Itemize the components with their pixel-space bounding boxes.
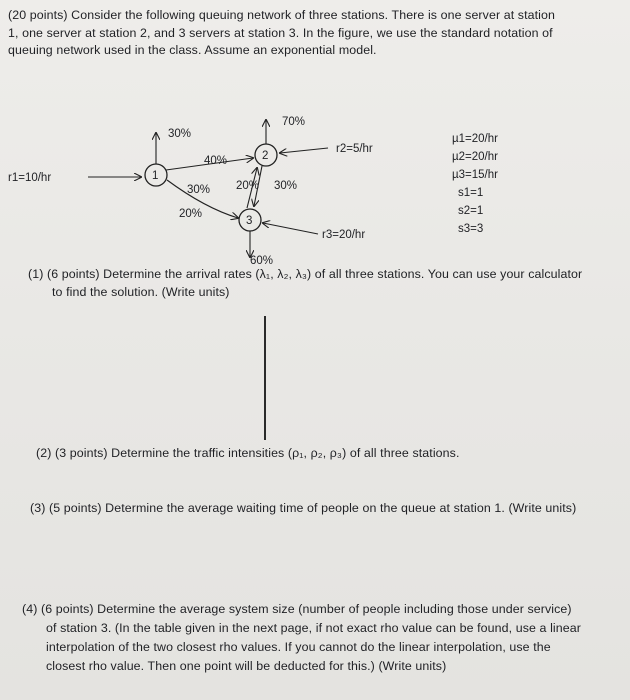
intro-line: (20 points) Consider the following queuing network of three stations. There is one server at station: [8, 8, 555, 22]
question-4: [22, 600, 581, 676]
prob-1-to-2: 40%: [204, 155, 228, 167]
question-1-line: (1) (6 points) Determine the arrival rates (λ₁, λ₂, λ₃) of all three stations. You can use your calculator: [28, 267, 583, 281]
prob-station-3-exit: 60%: [250, 255, 274, 267]
prob-3-to-2: 20%: [236, 180, 260, 192]
question-4-line: interpolation of the two closest rho values. If you cannot do the linear interpolation, use the: [46, 640, 551, 654]
param-s1: s1=1: [458, 187, 484, 199]
param-mu3: µ3=15/hr: [452, 169, 498, 181]
question-1-line: to find the solution. (Write units): [52, 284, 230, 299]
prob-2-to-3: 30%: [274, 180, 298, 192]
queuing-network-diagram: [0, 100, 630, 275]
handwritten-vertical-line: [264, 316, 266, 440]
arrival-arrow-r2: [280, 148, 328, 153]
param-mu1: µ1=20/hr: [452, 133, 498, 145]
prob-1-side: 30%: [187, 184, 211, 196]
param-s3: s3=3: [458, 223, 484, 235]
station-3-label: 3: [246, 215, 253, 227]
arrival-arrow-r3: [263, 223, 318, 234]
arrival-rate-r1: r1=10/hr: [8, 172, 52, 184]
question-4-line: of station 3. (In the table given in the next page, if not exact rho value can be found, use a linear: [46, 621, 581, 635]
param-s2: s2=1: [458, 205, 484, 217]
station-1-label: 1: [152, 170, 159, 182]
problem-intro: [8, 7, 555, 60]
intro-line: queuing network used in the class. Assume an exponential model.: [8, 43, 377, 58]
question-2-text: (2) (3 points) Determine the traffic intensities (ρ₁, ρ₂, ρ₃) of all three stations.: [36, 446, 460, 460]
prob-station-1-exit: 30%: [168, 128, 192, 140]
prob-1-to-3: 20%: [179, 208, 203, 220]
arrival-rate-r2: r2=5/hr: [336, 143, 373, 155]
param-mu2: µ2=20/hr: [452, 151, 498, 163]
question-1: [28, 266, 582, 301]
prob-station-2-exit: 70%: [282, 116, 306, 128]
question-3-text: (3) (5 points) Determine the average waiting time of people on the queue at station 1. (Write units): [30, 501, 577, 515]
question-2: [36, 445, 460, 463]
question-4-line: (4) (6 points) Determine the average system size (number of people including those under service): [22, 602, 572, 616]
arrival-rate-r3: r3=20/hr: [322, 229, 366, 241]
question-4-line: closest rho value. Then one point will be deducted for this.) (Write units): [46, 659, 447, 673]
question-3: [30, 500, 576, 518]
station-2-label: 2: [262, 150, 269, 162]
intro-line: 1, one server at station 2, and 3 servers at station 3. In the figure, we use the standard notation of: [8, 25, 553, 40]
